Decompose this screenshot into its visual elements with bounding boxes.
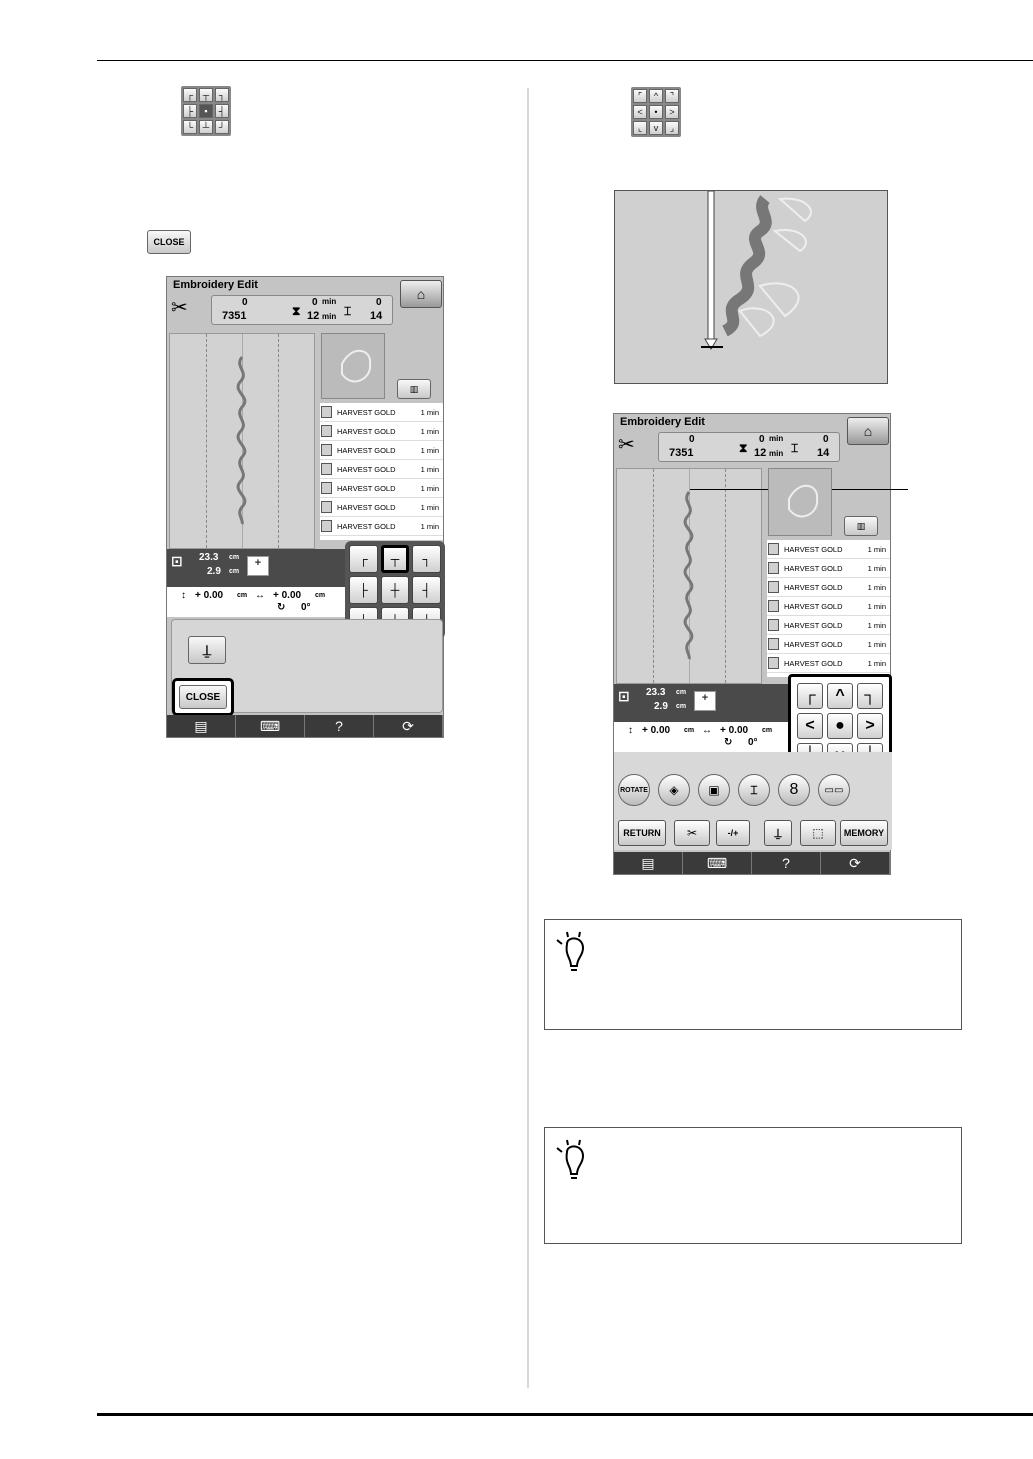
frame-display-button[interactable] xyxy=(397,379,431,399)
thread-name: HARVEST GOLD xyxy=(337,445,396,455)
layout-top-left-button[interactable]: ┌ xyxy=(349,545,378,573)
color-current: 0 xyxy=(376,297,382,308)
right-embroidery-screen xyxy=(613,413,891,875)
thread-color-swatch xyxy=(321,444,332,456)
thread-time: 1 min xyxy=(420,502,439,512)
help-button[interactable]: ? xyxy=(752,852,821,874)
thread-time: 1 min xyxy=(867,544,886,554)
color-total: 14 xyxy=(370,310,383,322)
home-button[interactable] xyxy=(400,280,442,308)
pattern-chain-icon xyxy=(230,352,260,527)
vertical-move-icon: ↕ xyxy=(181,590,186,601)
hourglass-icon: ⧗ xyxy=(292,304,301,318)
time-total: 12 xyxy=(307,310,320,322)
needle-icon: ⍊ xyxy=(202,641,212,658)
mini-down-right-icon: ⌟ xyxy=(665,121,679,135)
frame-icon: ▥ xyxy=(409,383,419,394)
thread-row[interactable] xyxy=(767,559,890,578)
time-current: 0 xyxy=(312,297,318,308)
presser-foot-icon: ✂ xyxy=(618,434,635,456)
mini-left-icon: < xyxy=(633,105,647,119)
angle-value: 0° xyxy=(301,602,311,613)
pattern-chain-icon xyxy=(677,487,707,662)
mini-center-icon: ▪ xyxy=(199,104,213,118)
time-total-unit: min xyxy=(769,449,784,458)
thread-color-button[interactable] xyxy=(738,774,770,806)
size-info-bar xyxy=(167,549,347,587)
mini-up-icon: ^ xyxy=(649,89,663,103)
thread-row[interactable] xyxy=(767,597,890,616)
thread-time: 1 min xyxy=(420,407,439,417)
position-horizontal-unit: cm xyxy=(762,727,773,734)
thread-row[interactable] xyxy=(767,540,890,559)
stitch-count-current: 0 xyxy=(242,297,248,308)
needle-start-button[interactable] xyxy=(764,820,792,846)
thread-time: 1 min xyxy=(420,521,439,531)
footer-rule xyxy=(97,1413,1033,1416)
size-height: 23.3 xyxy=(646,687,666,698)
settings-icon[interactable]: ⟳ xyxy=(821,852,890,874)
thread-time: 1 min xyxy=(867,639,886,649)
bottom-toolbar xyxy=(614,852,890,874)
trial-frame-icon: ⬚ xyxy=(812,826,824,840)
time-total: 12 xyxy=(754,447,767,459)
mini-top-right-icon: ┐ xyxy=(215,88,229,102)
embroidery-canvas[interactable] xyxy=(169,333,315,549)
size-info-bar xyxy=(614,684,794,722)
thread-name: HARVEST GOLD xyxy=(337,483,396,493)
frame-size-icon: + xyxy=(247,556,269,576)
rotate-button[interactable]: ROTATE xyxy=(618,774,650,806)
time-current-unit: min xyxy=(322,297,337,306)
thread-name: HARVEST GOLD xyxy=(337,521,396,531)
stitch-count-current: 0 xyxy=(689,434,695,445)
mini-top-center-icon: ┬ xyxy=(199,88,213,102)
thread-name: HARVEST GOLD xyxy=(784,601,843,611)
help-button[interactable]: ? xyxy=(305,715,374,737)
thread-row[interactable] xyxy=(767,654,890,673)
thread-color-swatch xyxy=(321,501,332,513)
layout-mid-right-button[interactable]: ┤ xyxy=(412,576,441,604)
size-height: 23.3 xyxy=(199,552,219,563)
memory-button[interactable]: MEMORY xyxy=(840,820,888,846)
position-vertical: + 0.00 xyxy=(195,590,224,601)
mini-down-left-icon: ⌞ xyxy=(633,121,647,135)
position-vertical-unit: cm xyxy=(684,727,695,734)
rotate-icon: ↻ xyxy=(724,737,733,748)
angle-value: 0° xyxy=(748,737,758,748)
scissors-icon: ✂ xyxy=(686,826,698,840)
thread-name: HARVEST GOLD xyxy=(784,563,843,573)
mini-bottom-right-icon: ┘ xyxy=(215,120,229,134)
position-info-bar xyxy=(167,587,347,617)
thread-time: 1 min xyxy=(420,464,439,474)
presser-foot-icon: ✂ xyxy=(171,297,188,319)
mini-bottom-center-icon: ┴ xyxy=(199,120,213,134)
thread-row[interactable] xyxy=(767,635,890,654)
stitch-counter xyxy=(658,432,840,462)
border-icon: ▭▭ xyxy=(824,784,844,796)
sewing-machine-icon[interactable]: ⌨ xyxy=(236,715,305,737)
color-total: 14 xyxy=(817,447,830,459)
position-horizontal-unit: cm xyxy=(315,592,326,599)
mini-mid-right-icon: ┤ xyxy=(215,104,229,118)
thread-time: 1 min xyxy=(867,563,886,573)
embroidery-canvas[interactable] xyxy=(616,468,762,684)
layout-panel xyxy=(171,619,443,713)
thread-row[interactable] xyxy=(320,479,443,498)
position-info-bar xyxy=(614,722,794,752)
trim-button[interactable] xyxy=(674,820,710,846)
size-height-unit: cm xyxy=(676,689,687,696)
thread-color-swatch xyxy=(321,463,332,475)
thread-color-swatch xyxy=(768,638,779,650)
position-horizontal: + 0.00 xyxy=(720,725,749,736)
frame-display-button[interactable] xyxy=(844,516,878,536)
thread-list xyxy=(320,403,443,540)
lightbulb-icon xyxy=(553,1138,593,1188)
thread-name: HARVEST GOLD xyxy=(337,502,396,512)
page-icon[interactable]: ▤ xyxy=(167,715,236,737)
size-button[interactable] xyxy=(698,774,730,806)
pattern-preview-icon xyxy=(321,333,385,399)
home-icon: ⌂ xyxy=(863,423,873,439)
spool-icon: ⌶ xyxy=(344,304,352,318)
time-current: 0 xyxy=(759,434,765,445)
thread-time: 1 min xyxy=(420,445,439,455)
screen-title: Embroidery Edit xyxy=(173,279,258,291)
stitch-count-total: 7351 xyxy=(222,310,247,322)
pattern-preview-icon xyxy=(768,468,832,536)
size-adjust-icon: ▣ xyxy=(708,783,720,797)
bottom-toolbar xyxy=(167,715,443,737)
mini-top-left-icon: ┌ xyxy=(183,88,197,102)
settings-icon[interactable]: ⟳ xyxy=(374,715,443,737)
home-button[interactable] xyxy=(847,417,889,445)
thread-color-swatch xyxy=(321,482,332,494)
thread-name: HARVEST GOLD xyxy=(784,582,843,592)
mirror-icon: ◈ xyxy=(669,783,679,797)
thread-name: HARVEST GOLD xyxy=(337,426,396,436)
mini-dot-icon: • xyxy=(649,105,663,119)
thread-color-swatch xyxy=(321,520,332,532)
size-width: 2.9 xyxy=(654,701,668,712)
thread-row[interactable] xyxy=(767,616,890,635)
guide-line xyxy=(653,469,654,683)
time-current-unit: min xyxy=(769,434,784,443)
close-button[interactable]: CLOSE xyxy=(179,685,227,709)
thread-row[interactable] xyxy=(320,498,443,517)
stitch-count-total: 7351 xyxy=(669,447,694,459)
density-button[interactable]: 8 xyxy=(778,774,810,806)
thread-row[interactable] xyxy=(320,460,443,479)
arrow-key-icon xyxy=(631,87,681,137)
rotate-icon: ↻ xyxy=(277,602,286,613)
move-up-left-button[interactable]: ┌ xyxy=(797,683,823,709)
thread-time: 1 min xyxy=(420,426,439,436)
mini-bottom-left-icon: └ xyxy=(183,120,197,134)
thread-time: 1 min xyxy=(867,582,886,592)
thread-time: 1 min xyxy=(867,620,886,630)
embroidery-pattern-icon xyxy=(615,191,889,385)
move-up-button[interactable]: ^ xyxy=(827,683,853,709)
size-width: 2.9 xyxy=(207,566,221,577)
thread-name: HARVEST GOLD xyxy=(337,464,396,474)
note-box xyxy=(544,1127,962,1244)
mirror-button[interactable] xyxy=(658,774,690,806)
close-button-highlight xyxy=(172,678,234,716)
frame-icon: ▥ xyxy=(856,520,866,531)
lightbulb-icon xyxy=(553,930,593,980)
thread-time: 1 min xyxy=(867,658,886,668)
return-button[interactable]: RETURN xyxy=(618,820,666,846)
move-right-button[interactable]: > xyxy=(857,713,883,739)
border-button[interactable] xyxy=(818,774,850,806)
hourglass-icon: ⧗ xyxy=(739,441,748,455)
left-embroidery-screen xyxy=(166,276,444,738)
thread-name: HARVEST GOLD xyxy=(784,544,843,554)
guide-line xyxy=(206,334,207,548)
thread-color-swatch xyxy=(768,619,779,631)
move-center-button[interactable]: ● xyxy=(827,713,853,739)
frame-size-icon: + xyxy=(694,691,716,711)
layout-top-center-button[interactable]: ┬ xyxy=(381,545,410,573)
thread-row[interactable] xyxy=(320,403,443,422)
thread-list xyxy=(767,540,890,677)
size-icon: ⊡ xyxy=(618,688,630,704)
thread-name: HARVEST GOLD xyxy=(784,658,843,668)
needle-illustration xyxy=(614,190,888,384)
layout-mid-left-button[interactable]: ├ xyxy=(349,576,378,604)
spool-color-icon: ⌶ xyxy=(750,782,758,797)
vertical-move-icon: ↕ xyxy=(628,725,633,736)
layout-center-button[interactable]: ┼ xyxy=(381,576,410,604)
size-width-unit: cm xyxy=(229,568,240,575)
spool-icon: ⌶ xyxy=(791,441,799,455)
thread-row[interactable] xyxy=(320,441,443,460)
mini-up-right-icon: ⌝ xyxy=(665,89,679,103)
thread-time: 1 min xyxy=(867,601,886,611)
page-icon[interactable]: ▤ xyxy=(614,852,683,874)
thread-row[interactable] xyxy=(320,517,443,536)
guide-line xyxy=(278,334,279,548)
stitch-counter xyxy=(211,295,393,325)
thread-color-swatch xyxy=(321,425,332,437)
close-key-icon: CLOSE xyxy=(147,230,191,254)
horizontal-move-icon: ↔ xyxy=(702,725,712,736)
screen-title: Embroidery Edit xyxy=(620,416,705,428)
move-left-button[interactable]: < xyxy=(797,713,823,739)
mini-right-icon: > xyxy=(665,105,679,119)
column-separator xyxy=(527,88,529,1388)
thread-name: HARVEST GOLD xyxy=(337,407,396,417)
thread-color-swatch xyxy=(768,581,779,593)
mini-mid-left-icon: ├ xyxy=(183,104,197,118)
needle-icon: ⍊ xyxy=(774,825,782,840)
thread-row[interactable] xyxy=(320,422,443,441)
time-total-unit: min xyxy=(322,312,337,321)
color-current: 0 xyxy=(823,434,829,445)
position-vertical: + 0.00 xyxy=(642,725,671,736)
guide-line xyxy=(725,469,726,683)
thread-color-swatch xyxy=(321,406,332,418)
home-icon: ⌂ xyxy=(416,286,426,302)
thread-time: 1 min xyxy=(420,483,439,493)
position-vertical-unit: cm xyxy=(237,592,248,599)
thread-name: HARVEST GOLD xyxy=(784,620,843,630)
mini-up-left-icon: ⌜ xyxy=(633,89,647,103)
size-width-unit: cm xyxy=(676,703,687,710)
horizontal-move-icon: ↔ xyxy=(255,590,265,601)
sewing-machine-icon[interactable]: ⌨ xyxy=(683,852,752,874)
position-horizontal: + 0.00 xyxy=(273,590,302,601)
move-up-right-button[interactable]: ┐ xyxy=(857,683,883,709)
layout-key-icon xyxy=(181,86,231,136)
size-height-unit: cm xyxy=(229,554,240,561)
thread-name: HARVEST GOLD xyxy=(784,639,843,649)
header-rule xyxy=(97,60,1033,61)
thread-color-swatch xyxy=(768,657,779,669)
size-icon: ⊡ xyxy=(171,553,183,569)
trial-button[interactable] xyxy=(800,820,836,846)
thread-color-swatch xyxy=(768,543,779,555)
thread-color-swatch xyxy=(768,600,779,612)
mini-down-icon: v xyxy=(649,121,663,135)
layout-top-right-button[interactable]: ┐ xyxy=(412,545,441,573)
thread-color-swatch xyxy=(768,562,779,574)
note-box xyxy=(544,919,962,1030)
edit-toolbar xyxy=(614,752,892,850)
needle-start-button[interactable] xyxy=(188,636,226,664)
needle-adjust-button[interactable]: -/+ xyxy=(716,820,750,846)
thread-row[interactable] xyxy=(767,578,890,597)
